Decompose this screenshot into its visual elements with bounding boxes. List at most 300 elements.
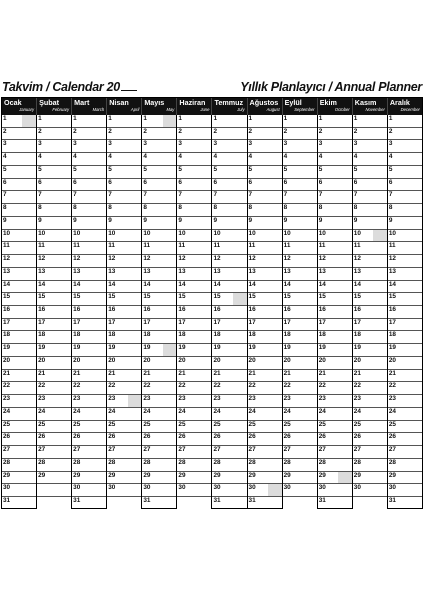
day-cell[interactable]: 2 xyxy=(107,128,141,141)
day-cell[interactable]: 19 xyxy=(283,344,317,357)
day-cell[interactable]: 1 xyxy=(248,115,282,128)
day-cell[interactable]: 15 xyxy=(177,293,211,306)
day-cell[interactable]: 9 xyxy=(353,217,387,230)
day-cell[interactable]: 21 xyxy=(37,370,71,383)
day-cell[interactable]: 29 xyxy=(72,472,106,485)
day-cell[interactable]: 4 xyxy=(248,153,282,166)
day-cell[interactable]: 16 xyxy=(248,306,282,319)
day-cell[interactable]: 9 xyxy=(283,217,317,230)
day-cell[interactable]: 8 xyxy=(388,204,422,217)
day-cell[interactable]: 8 xyxy=(107,204,141,217)
day-cell[interactable]: 3 xyxy=(283,140,317,153)
day-cell[interactable]: 18 xyxy=(318,331,352,344)
day-cell[interactable]: 2 xyxy=(177,128,211,141)
day-cell[interactable]: 11 xyxy=(107,242,141,255)
day-cell[interactable]: 22 xyxy=(107,382,141,395)
day-cell[interactable]: 14 xyxy=(37,281,71,294)
day-cell[interactable]: 14 xyxy=(283,281,317,294)
day-cell[interactable]: 18 xyxy=(37,331,71,344)
day-cell[interactable]: 1 xyxy=(177,115,211,128)
day-cell[interactable]: 24 xyxy=(72,408,106,421)
day-cell[interactable]: 10 xyxy=(318,230,352,243)
day-cell[interactable]: 18 xyxy=(107,331,141,344)
day-cell[interactable]: 22 xyxy=(283,382,317,395)
day-cell[interactable]: 13 xyxy=(107,268,141,281)
day-cell[interactable]: 8 xyxy=(353,204,387,217)
day-cell[interactable]: 29 xyxy=(37,472,71,485)
day-cell[interactable]: 16 xyxy=(353,306,387,319)
day-cell[interactable]: 8 xyxy=(248,204,282,217)
day-cell[interactable]: 19 xyxy=(248,344,282,357)
day-cell[interactable]: 16 xyxy=(388,306,422,319)
day-cell[interactable]: 3 xyxy=(142,140,176,153)
day-cell[interactable]: 12 xyxy=(353,255,387,268)
day-cell[interactable]: 9 xyxy=(388,217,422,230)
day-cell[interactable]: 17 xyxy=(72,319,106,332)
day-cell[interactable]: 5 xyxy=(353,166,387,179)
day-cell[interactable]: 3 xyxy=(248,140,282,153)
day-cell[interactable]: 22 xyxy=(318,382,352,395)
day-cell[interactable]: 1 xyxy=(72,115,106,128)
day-cell[interactable]: 29 xyxy=(142,472,176,485)
day-cell[interactable]: 3 xyxy=(318,140,352,153)
day-cell[interactable]: 19 xyxy=(72,344,106,357)
day-cell[interactable]: 27 xyxy=(212,446,246,459)
day-cell[interactable]: 10 xyxy=(107,230,141,243)
day-cell[interactable]: 6 xyxy=(2,179,36,192)
day-cell[interactable]: 27 xyxy=(177,446,211,459)
day-cell[interactable]: 25 xyxy=(353,421,387,434)
day-cell[interactable]: 19 xyxy=(388,344,422,357)
day-cell[interactable]: 6 xyxy=(37,179,71,192)
day-cell[interactable]: 28 xyxy=(177,459,211,472)
day-cell[interactable]: 8 xyxy=(212,204,246,217)
day-cell[interactable]: 2 xyxy=(142,128,176,141)
day-cell[interactable]: 30 xyxy=(318,484,352,497)
day-cell[interactable]: 4 xyxy=(353,153,387,166)
day-cell[interactable]: 14 xyxy=(248,281,282,294)
day-cell[interactable]: 11 xyxy=(212,242,246,255)
day-cell[interactable]: 1 xyxy=(283,115,317,128)
day-cell[interactable]: 5 xyxy=(2,166,36,179)
day-cell[interactable]: 26 xyxy=(72,433,106,446)
day-cell[interactable]: 23 xyxy=(142,395,176,408)
day-cell[interactable]: 23 xyxy=(177,395,211,408)
day-cell[interactable]: 12 xyxy=(248,255,282,268)
day-cell[interactable]: 15 xyxy=(2,293,36,306)
day-cell[interactable]: 17 xyxy=(353,319,387,332)
day-cell[interactable]: 21 xyxy=(177,370,211,383)
day-cell[interactable]: 9 xyxy=(212,217,246,230)
day-cell[interactable]: 21 xyxy=(388,370,422,383)
day-cell[interactable]: 21 xyxy=(212,370,246,383)
day-cell[interactable]: 25 xyxy=(2,421,36,434)
day-cell[interactable]: 16 xyxy=(2,306,36,319)
day-cell[interactable]: 14 xyxy=(2,281,36,294)
day-cell[interactable]: 13 xyxy=(72,268,106,281)
day-cell[interactable]: 29 xyxy=(353,472,387,485)
day-cell[interactable]: 28 xyxy=(388,459,422,472)
day-cell[interactable]: 28 xyxy=(212,459,246,472)
day-cell[interactable]: 14 xyxy=(388,281,422,294)
day-cell[interactable]: 16 xyxy=(283,306,317,319)
day-cell[interactable]: 27 xyxy=(353,446,387,459)
day-cell[interactable]: 22 xyxy=(142,382,176,395)
day-cell[interactable]: 12 xyxy=(37,255,71,268)
day-cell[interactable]: 31 xyxy=(318,497,326,505)
day-cell[interactable]: 27 xyxy=(318,446,352,459)
day-cell[interactable]: 18 xyxy=(2,331,36,344)
day-cell[interactable]: 21 xyxy=(248,370,282,383)
day-cell[interactable]: 22 xyxy=(177,382,211,395)
day-cell[interactable]: 7 xyxy=(107,191,141,204)
day-cell[interactable]: 4 xyxy=(212,153,246,166)
day-cell[interactable]: 16 xyxy=(37,306,71,319)
day-cell[interactable]: 17 xyxy=(142,319,176,332)
day-cell[interactable]: 13 xyxy=(37,268,71,281)
day-cell[interactable]: 6 xyxy=(248,179,282,192)
day-cell[interactable]: 14 xyxy=(72,281,106,294)
day-cell[interactable]: 25 xyxy=(177,421,211,434)
day-cell[interactable]: 24 xyxy=(388,408,422,421)
day-cell[interactable]: 13 xyxy=(388,268,422,281)
day-cell[interactable]: 14 xyxy=(107,281,141,294)
day-cell[interactable]: 2 xyxy=(212,128,246,141)
day-cell[interactable]: 1 xyxy=(2,115,36,128)
day-cell[interactable]: 29 xyxy=(388,472,422,485)
day-cell[interactable]: 31 xyxy=(3,497,11,505)
day-cell[interactable]: 25 xyxy=(142,421,176,434)
day-cell[interactable]: 26 xyxy=(177,433,211,446)
day-cell[interactable]: 31 xyxy=(73,497,81,505)
day-cell[interactable]: 20 xyxy=(107,357,141,370)
day-cell[interactable]: 2 xyxy=(318,128,352,141)
day-cell[interactable]: 9 xyxy=(72,217,106,230)
day-cell[interactable]: 30 xyxy=(283,484,317,497)
day-cell[interactable]: 6 xyxy=(353,179,387,192)
day-cell[interactable]: 11 xyxy=(248,242,282,255)
day-cell[interactable]: 31 xyxy=(248,497,256,505)
day-cell[interactable]: 24 xyxy=(142,408,176,421)
day-cell[interactable]: 27 xyxy=(388,446,422,459)
day-cell[interactable]: 5 xyxy=(37,166,71,179)
day-cell[interactable]: 6 xyxy=(177,179,211,192)
day-cell[interactable]: 18 xyxy=(142,331,176,344)
day-cell[interactable]: 17 xyxy=(2,319,36,332)
day-cell[interactable]: 13 xyxy=(2,268,36,281)
day-cell[interactable]: 7 xyxy=(177,191,211,204)
day-cell[interactable]: 11 xyxy=(72,242,106,255)
day-cell[interactable]: 25 xyxy=(248,421,282,434)
day-cell[interactable]: 16 xyxy=(177,306,211,319)
day-cell[interactable]: 15 xyxy=(318,293,352,306)
day-cell[interactable]: 11 xyxy=(177,242,211,255)
day-cell[interactable]: 11 xyxy=(142,242,176,255)
day-cell[interactable]: 9 xyxy=(37,217,71,230)
day-cell[interactable]: 10 xyxy=(37,230,71,243)
day-cell[interactable]: 4 xyxy=(388,153,422,166)
day-cell[interactable]: 24 xyxy=(283,408,317,421)
day-cell[interactable]: 9 xyxy=(2,217,36,230)
day-cell[interactable]: 20 xyxy=(318,357,352,370)
day-cell[interactable]: 7 xyxy=(2,191,36,204)
day-cell[interactable]: 11 xyxy=(37,242,71,255)
day-cell[interactable]: 28 xyxy=(283,459,317,472)
day-cell[interactable]: 18 xyxy=(248,331,282,344)
day-cell[interactable]: 10 xyxy=(2,230,36,243)
day-cell[interactable]: 18 xyxy=(283,331,317,344)
day-cell[interactable]: 30 xyxy=(248,484,282,497)
day-cell[interactable]: 25 xyxy=(212,421,246,434)
day-cell[interactable]: 20 xyxy=(212,357,246,370)
day-cell[interactable]: 12 xyxy=(2,255,36,268)
day-cell[interactable]: 5 xyxy=(388,166,422,179)
day-cell[interactable]: 8 xyxy=(177,204,211,217)
day-cell[interactable]: 20 xyxy=(142,357,176,370)
day-cell[interactable]: 19 xyxy=(2,344,36,357)
day-cell[interactable]: 13 xyxy=(283,268,317,281)
day-cell[interactable]: 28 xyxy=(2,459,36,472)
day-cell[interactable]: 7 xyxy=(388,191,422,204)
day-cell[interactable]: 21 xyxy=(283,370,317,383)
day-cell[interactable]: 16 xyxy=(212,306,246,319)
day-cell[interactable]: 4 xyxy=(142,153,176,166)
day-cell[interactable]: 18 xyxy=(72,331,106,344)
day-cell[interactable]: 22 xyxy=(72,382,106,395)
day-cell[interactable]: 19 xyxy=(142,344,176,357)
day-cell[interactable]: 6 xyxy=(72,179,106,192)
day-cell[interactable]: 13 xyxy=(142,268,176,281)
day-cell[interactable]: 26 xyxy=(318,433,352,446)
day-cell[interactable]: 21 xyxy=(353,370,387,383)
day-cell[interactable]: 3 xyxy=(353,140,387,153)
day-cell[interactable]: 23 xyxy=(212,395,246,408)
day-cell[interactable]: 15 xyxy=(72,293,106,306)
day-cell[interactable]: 10 xyxy=(212,230,246,243)
day-cell[interactable]: 24 xyxy=(177,408,211,421)
day-cell[interactable]: 15 xyxy=(248,293,282,306)
day-cell[interactable]: 1 xyxy=(142,115,176,128)
day-cell[interactable]: 13 xyxy=(248,268,282,281)
day-cell[interactable]: 3 xyxy=(388,140,422,153)
day-cell[interactable]: 8 xyxy=(318,204,352,217)
day-cell[interactable]: 7 xyxy=(72,191,106,204)
day-cell[interactable]: 30 xyxy=(2,484,36,497)
day-cell[interactable]: 6 xyxy=(388,179,422,192)
day-cell[interactable]: 15 xyxy=(107,293,141,306)
day-cell[interactable]: 10 xyxy=(177,230,211,243)
day-cell[interactable]: 6 xyxy=(283,179,317,192)
day-cell[interactable]: 16 xyxy=(107,306,141,319)
day-cell[interactable]: 28 xyxy=(37,459,71,472)
day-cell[interactable]: 10 xyxy=(72,230,106,243)
day-cell[interactable]: 7 xyxy=(248,191,282,204)
day-cell[interactable]: 15 xyxy=(353,293,387,306)
day-cell[interactable]: 2 xyxy=(72,128,106,141)
day-cell[interactable]: 23 xyxy=(388,395,422,408)
day-cell[interactable]: 22 xyxy=(248,382,282,395)
day-cell[interactable]: 17 xyxy=(37,319,71,332)
day-cell[interactable]: 30 xyxy=(353,484,387,497)
day-cell[interactable]: 30 xyxy=(388,484,422,497)
day-cell[interactable]: 23 xyxy=(37,395,71,408)
day-cell[interactable]: 18 xyxy=(388,331,422,344)
day-cell[interactable]: 23 xyxy=(2,395,36,408)
day-cell[interactable]: 21 xyxy=(318,370,352,383)
day-cell[interactable]: 10 xyxy=(142,230,176,243)
day-cell[interactable]: 30 xyxy=(142,484,176,497)
day-cell[interactable]: 24 xyxy=(107,408,141,421)
day-cell[interactable]: 23 xyxy=(107,395,141,408)
day-cell[interactable]: 6 xyxy=(107,179,141,192)
day-cell[interactable]: 9 xyxy=(248,217,282,230)
day-cell[interactable]: 27 xyxy=(72,446,106,459)
day-cell[interactable]: 25 xyxy=(72,421,106,434)
day-cell[interactable]: 26 xyxy=(2,433,36,446)
day-cell[interactable]: 7 xyxy=(318,191,352,204)
day-cell[interactable]: 3 xyxy=(72,140,106,153)
day-cell[interactable]: 21 xyxy=(72,370,106,383)
day-cell[interactable]: 30 xyxy=(177,484,211,497)
day-cell[interactable]: 11 xyxy=(283,242,317,255)
day-cell[interactable]: 17 xyxy=(177,319,211,332)
day-cell[interactable]: 30 xyxy=(212,484,246,497)
day-cell[interactable]: 1 xyxy=(353,115,387,128)
day-cell[interactable]: 18 xyxy=(353,331,387,344)
day-cell[interactable]: 19 xyxy=(353,344,387,357)
day-cell[interactable]: 31 xyxy=(143,497,151,505)
day-cell[interactable]: 10 xyxy=(388,230,422,243)
day-cell[interactable]: 5 xyxy=(177,166,211,179)
day-cell[interactable]: 7 xyxy=(353,191,387,204)
day-cell[interactable]: 28 xyxy=(248,459,282,472)
day-cell[interactable]: 23 xyxy=(248,395,282,408)
day-cell[interactable]: 9 xyxy=(177,217,211,230)
day-cell[interactable]: 8 xyxy=(2,204,36,217)
day-cell[interactable]: 30 xyxy=(107,484,141,497)
day-cell[interactable]: 21 xyxy=(107,370,141,383)
day-cell[interactable]: 13 xyxy=(318,268,352,281)
day-cell[interactable]: 27 xyxy=(37,446,71,459)
day-cell[interactable]: 15 xyxy=(283,293,317,306)
day-cell[interactable]: 5 xyxy=(212,166,246,179)
day-cell[interactable]: 8 xyxy=(283,204,317,217)
day-cell[interactable]: 23 xyxy=(353,395,387,408)
day-cell[interactable]: 15 xyxy=(212,293,246,306)
day-cell[interactable]: 27 xyxy=(2,446,36,459)
day-cell[interactable]: 14 xyxy=(212,281,246,294)
day-cell[interactable]: 10 xyxy=(248,230,282,243)
day-cell[interactable]: 30 xyxy=(72,484,106,497)
day-cell[interactable]: 25 xyxy=(318,421,352,434)
day-cell[interactable]: 29 xyxy=(177,472,211,485)
day-cell[interactable]: 26 xyxy=(248,433,282,446)
day-cell[interactable]: 16 xyxy=(72,306,106,319)
day-cell[interactable]: 26 xyxy=(37,433,71,446)
day-cell[interactable]: 5 xyxy=(283,166,317,179)
day-cell[interactable]: 5 xyxy=(72,166,106,179)
day-cell[interactable]: 12 xyxy=(177,255,211,268)
day-cell[interactable]: 20 xyxy=(248,357,282,370)
day-cell[interactable]: 17 xyxy=(283,319,317,332)
day-cell[interactable]: 25 xyxy=(37,421,71,434)
day-cell[interactable]: 22 xyxy=(212,382,246,395)
day-cell[interactable]: 11 xyxy=(353,242,387,255)
day-cell[interactable]: 12 xyxy=(107,255,141,268)
day-cell[interactable]: 5 xyxy=(318,166,352,179)
day-cell[interactable]: 28 xyxy=(318,459,352,472)
day-cell[interactable]: 7 xyxy=(142,191,176,204)
day-cell[interactable]: 6 xyxy=(318,179,352,192)
day-cell[interactable]: 27 xyxy=(248,446,282,459)
day-cell[interactable]: 19 xyxy=(212,344,246,357)
day-cell[interactable]: 14 xyxy=(142,281,176,294)
day-cell[interactable]: 17 xyxy=(107,319,141,332)
day-cell[interactable]: 13 xyxy=(212,268,246,281)
day-cell[interactable]: 17 xyxy=(212,319,246,332)
day-cell[interactable]: 26 xyxy=(142,433,176,446)
day-cell[interactable]: 8 xyxy=(142,204,176,217)
day-cell[interactable]: 20 xyxy=(177,357,211,370)
day-cell[interactable]: 31 xyxy=(388,497,396,505)
day-cell[interactable]: 2 xyxy=(248,128,282,141)
day-cell[interactable]: 3 xyxy=(177,140,211,153)
day-cell[interactable]: 17 xyxy=(318,319,352,332)
day-cell[interactable]: 4 xyxy=(177,153,211,166)
day-cell[interactable]: 1 xyxy=(212,115,246,128)
day-cell[interactable]: 19 xyxy=(37,344,71,357)
day-cell[interactable]: 3 xyxy=(2,140,36,153)
day-cell[interactable]: 8 xyxy=(37,204,71,217)
day-cell[interactable]: 14 xyxy=(353,281,387,294)
day-cell[interactable]: 15 xyxy=(37,293,71,306)
day-cell[interactable]: 11 xyxy=(388,242,422,255)
day-cell[interactable]: 7 xyxy=(283,191,317,204)
day-cell[interactable]: 24 xyxy=(318,408,352,421)
day-cell[interactable]: 1 xyxy=(107,115,141,128)
day-cell[interactable]: 20 xyxy=(388,357,422,370)
day-cell[interactable]: 12 xyxy=(318,255,352,268)
day-cell[interactable]: 21 xyxy=(142,370,176,383)
day-cell[interactable]: 9 xyxy=(318,217,352,230)
day-cell[interactable]: 6 xyxy=(142,179,176,192)
day-cell[interactable]: 12 xyxy=(142,255,176,268)
day-cell[interactable]: 1 xyxy=(37,115,71,128)
day-cell[interactable]: 27 xyxy=(283,446,317,459)
day-cell[interactable]: 12 xyxy=(283,255,317,268)
day-cell[interactable]: 18 xyxy=(212,331,246,344)
day-cell[interactable]: 25 xyxy=(283,421,317,434)
day-cell[interactable]: 3 xyxy=(37,140,71,153)
day-cell[interactable]: 28 xyxy=(142,459,176,472)
day-cell[interactable]: 15 xyxy=(142,293,176,306)
day-cell[interactable]: 12 xyxy=(388,255,422,268)
day-cell[interactable]: 13 xyxy=(177,268,211,281)
day-cell[interactable]: 4 xyxy=(107,153,141,166)
day-cell[interactable]: 23 xyxy=(318,395,352,408)
day-cell[interactable]: 18 xyxy=(177,331,211,344)
day-cell[interactable]: 24 xyxy=(212,408,246,421)
day-cell[interactable]: 13 xyxy=(353,268,387,281)
day-cell[interactable]: 23 xyxy=(283,395,317,408)
day-cell[interactable]: 2 xyxy=(2,128,36,141)
day-cell[interactable]: 4 xyxy=(283,153,317,166)
day-cell[interactable]: 12 xyxy=(72,255,106,268)
day-cell[interactable]: 22 xyxy=(37,382,71,395)
day-cell[interactable]: 15 xyxy=(388,293,422,306)
day-cell[interactable]: 5 xyxy=(142,166,176,179)
day-cell[interactable]: 14 xyxy=(177,281,211,294)
